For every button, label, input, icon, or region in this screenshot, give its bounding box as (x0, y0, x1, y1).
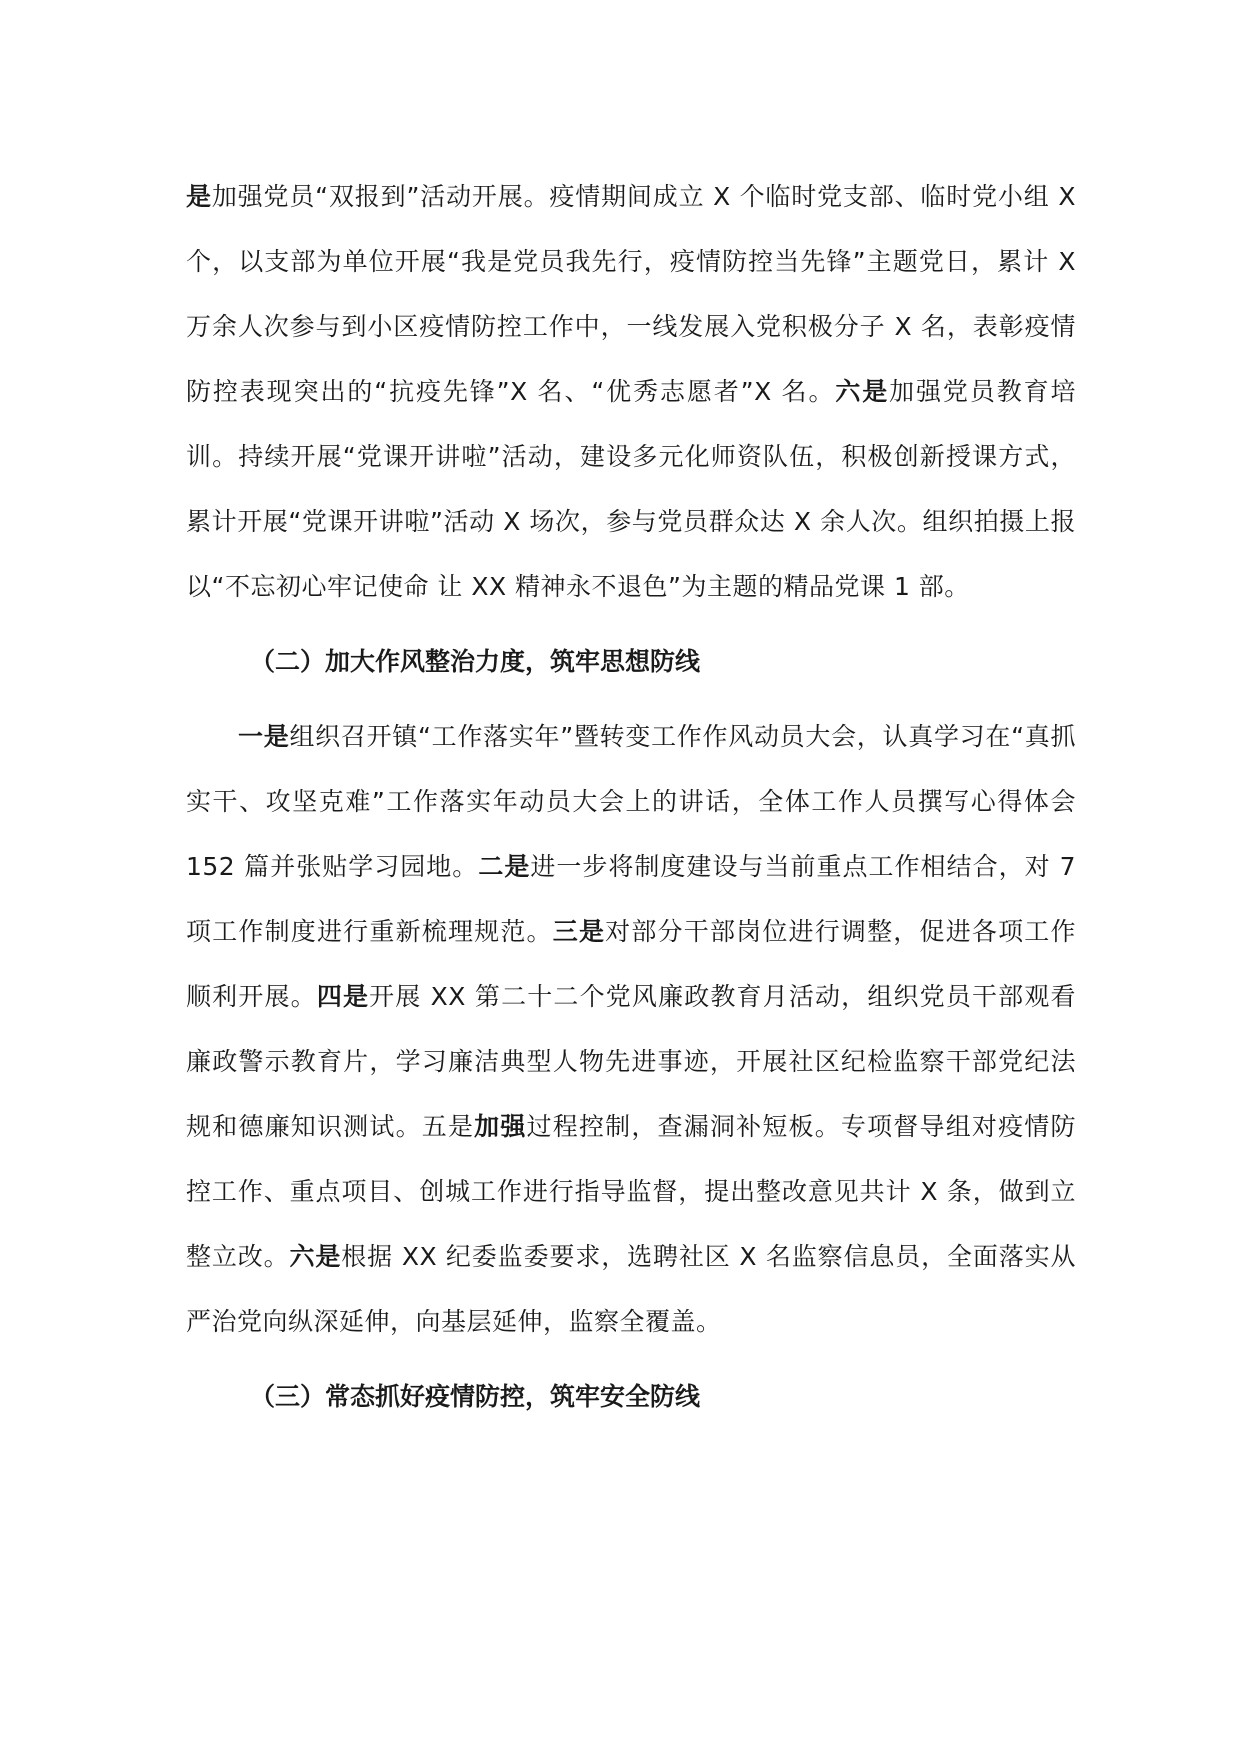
paragraph-text: 对部分干部岗位进行调整，促进各项工作顺利开展。 (186, 917, 1076, 1011)
lead-bold-strengthen: 加强 (474, 1112, 527, 1141)
lead-bold-two: 二是 (478, 852, 531, 881)
paragraph-party-members (186, 164, 1076, 619)
lead-bold-four: 四是 (316, 982, 370, 1011)
paragraph-text: 进一步将制度建设与当前重点工作相结合，对 7 项工作制度进行重新梳理规范。 (186, 852, 1076, 946)
section-heading-2: （二）加大作风整治力度，筑牢思想防线 (250, 647, 701, 676)
paragraph-text: 加强党员教育培训。持续开展“党课开讲啦”活动，建设多元化师资队伍，积极创新授课方式，累计开展“党课开讲啦”活动 X 场次，参与党员群众达 X 余人次。组织拍摄上报以“不忘初心牢记使命 让 XX 精神永不退色”为主题的精品党课 1 部。 (186, 377, 1076, 601)
paragraph-text: 过程控制，查漏洞补短板。专项督导组对疫情防控工作、重点项目、创城工作进行指导监督，提出整改意见共计 X 条，做到立整立改。 (186, 1112, 1076, 1271)
paragraph-text: 组织召开镇“工作落实年”暨转变工作作风动员大会，认真学习在“真抓实干、攻坚克难”工作落实年动员大会上的讲话，全体工作人员撰写心得体会 152 篇并张贴学习园地。 (186, 722, 1076, 881)
lead-bold-shi: 是 (186, 182, 212, 211)
paragraph-text: 根据 XX 纪委监委要求，选聘社区 X 名监察信息员，全面落实从严治党向纵深延伸，向基层延伸，监察全覆盖。 (186, 1242, 1076, 1336)
section-heading-3: （三）常态抓好疫情防控，筑牢安全防线 (250, 1382, 701, 1411)
paragraph-text: 加强党员“双报到”活动开展。疫情期间成立 X 个临时党支部、临时党小组 X 个，以支部为单位开展“我是党员我先行，疫情防控当先锋”主题党日，累计 X 万余人次参与到小区疫情防控工作中，一线发展入党积极分子 X 名，表彰疫情防控表现突出的“抗疫先锋”X 名、“优秀志愿者”X 名。 (186, 182, 1076, 406)
paragraph-text: 开展 XX 第二十二个党风廉政教育月活动，组织党员干部观看廉政警示教育片，学习廉洁典型人物先进事迹，开展社区纪检监察干部党纪法规和德廉知识测试。五是 (186, 982, 1076, 1141)
lead-bold-three: 三是 (552, 917, 606, 946)
lead-bold-one: 一是 (238, 722, 290, 751)
lead-bold-six: 六是 (289, 1242, 342, 1271)
paragraph-work-style (186, 704, 1076, 1354)
lead-bold-six: 六是 (835, 377, 890, 406)
document-body (186, 164, 1076, 1439)
